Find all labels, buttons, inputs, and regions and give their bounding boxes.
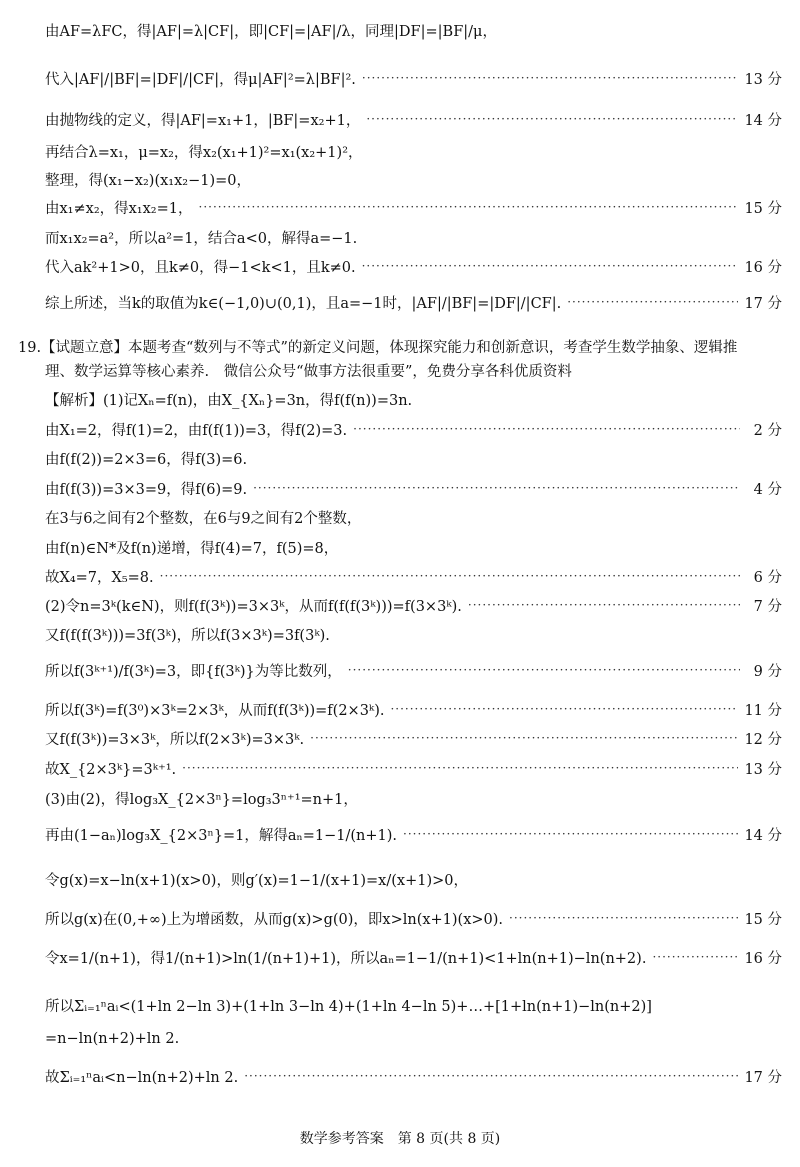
score: 12 分 <box>744 731 782 748</box>
score: 6 分 <box>753 569 782 586</box>
line-text: =n−ln(n+2)+ln 2. <box>45 1031 180 1047</box>
score: 13 分 <box>744 761 782 778</box>
line-text: 由抛物线的定义，得|AF|=x₁+1，|BF|=x₂+1， <box>45 112 361 129</box>
leader-dots <box>244 1069 738 1083</box>
solution-line <box>45 66 782 90</box>
leader-dots <box>310 731 738 745</box>
solution-line <box>45 476 782 500</box>
leader-dots <box>348 663 740 677</box>
line-text: 又f(f(f(3ᵏ)))=3f(3ᵏ)，所以f(3×3ᵏ)=3f(3ᵏ). <box>45 627 330 644</box>
solution-line <box>45 1027 782 1051</box>
question-heading <box>18 334 782 358</box>
solution-line <box>45 726 782 750</box>
solution-line <box>45 1064 782 1088</box>
leader-dots <box>509 911 738 925</box>
score: 7 分 <box>753 598 782 615</box>
page-footer: 数学参考答案 第 8 页(共 8 页) <box>299 1131 501 1147</box>
solution-line <box>45 107 782 131</box>
score: 13 分 <box>744 71 782 88</box>
score: 9 分 <box>753 663 782 680</box>
leader-dots <box>362 71 739 85</box>
line-text: 整理，得(x₁−x₂)(x₁x₂−1)=0， <box>45 172 251 189</box>
line-text: 由f(f(3))=3×3=9，得f(6)=9. <box>45 481 248 498</box>
line-text: 故X₄=7，X₅=8. <box>45 569 154 586</box>
solution-line <box>45 622 782 646</box>
score: 16 分 <box>744 950 782 967</box>
score: 17 分 <box>744 1069 782 1086</box>
line-text: 所以Σᵢ₌₁ⁿaᵢ<(1+ln 2−ln 3)+(1+ln 3−ln 4)+(1+ln 4−ln 5)+…+[1+ln(n+1)−ln(n+2)] <box>45 998 652 1015</box>
line-text: 在3与6之间有2个整数，在6与9之间有2个整数， <box>45 510 362 527</box>
line-text: (2)令n=3ᵏ(k∈N)，则f(f(3ᵏ))=3×3ᵏ，从而f(f(f(3ᵏ)))=f(3×3ᵏ). <box>45 598 462 615</box>
line-text: 19.【试题立意】本题考查“数列与不等式”的新定义问题，体现探究能力和创新意识，考查学生数学抽象、逻辑推 <box>18 339 738 356</box>
leader-dots <box>390 702 738 716</box>
solution-line <box>45 658 782 682</box>
solution-line <box>45 18 782 42</box>
line-text: 代入ak²+1>0，且k≠0，得−1<k<1，且k≠0. <box>45 259 356 276</box>
solution-line <box>45 417 782 441</box>
line-text: 由x₁≠x₂，得x₁x₂=1， <box>45 200 193 217</box>
solution-line <box>45 945 782 969</box>
leader-dots <box>366 112 738 126</box>
line-text: 再结合λ=x₁，μ=x₂，得x₂(x₁+1)²=x₁(x₂+1)²， <box>45 144 363 161</box>
solution-line <box>45 195 782 219</box>
line-text: 令x=1/(n+1)，得1/(n+1)>ln(1/(n+1)+1)，所以aₙ=1−1/(n+1)<1+ln(n+1)−ln(n+2). <box>45 950 647 967</box>
leader-dots <box>182 761 738 775</box>
solution-line <box>45 505 782 529</box>
solution-line <box>45 139 782 163</box>
solution-line <box>45 225 782 249</box>
leader-dots <box>652 950 738 964</box>
line-text: 而x₁x₂=a²，所以a²=1，结合a<0，解得a=−1. <box>45 230 358 247</box>
line-text: (3)由(2)，得log₃X_{2×3ⁿ}=log₃3ⁿ⁺¹=n+1， <box>45 791 358 808</box>
solution-line <box>45 906 782 930</box>
solution-line <box>45 167 782 191</box>
line-text: 令g(x)=x−ln(x+1)(x>0)，则g′(x)=1−1/(x+1)=x/(x+1)>0， <box>45 872 468 889</box>
leader-dots <box>253 481 740 495</box>
solution-line <box>45 993 782 1017</box>
line-text: 故Σᵢ₌₁ⁿaᵢ<n−ln(n+2)+ln 2. <box>45 1069 239 1086</box>
line-text: 由AF=λFC，得|AF|=λ|CF|，即|CF|=|AF|/λ，同理|DF|=|BF|/μ， <box>45 23 497 40</box>
line-text: 故X_{2×3ᵏ}=3ᵏ⁺¹. <box>45 761 177 778</box>
solution-line <box>45 358 782 382</box>
leader-dots <box>468 598 740 612</box>
line-text: 所以f(3ᵏ⁺¹)/f(3ᵏ)=3，即{f(3ᵏ)}为等比数列， <box>45 663 342 680</box>
line-text: 由X₁=2，得f(1)=2，由f(f(1))=3，得f(2)=3. <box>45 422 348 439</box>
score: 15 分 <box>744 911 782 928</box>
line-text: 由f(n)∈N*及f(n)递增，得f(4)=7，f(5)=8， <box>45 540 339 557</box>
line-text: 综上所述，当k的取值为k∈(−1,0)∪(0,1)，且a=−1时，|AF|/|BF|=|DF|/|CF|. <box>45 295 562 312</box>
line-text: 代入|AF|/|BF|=|DF|/|CF|，得μ|AF|²=λ|BF|². <box>45 71 356 88</box>
score: 11 分 <box>744 702 782 719</box>
solution-line <box>45 254 782 278</box>
score: 14 分 <box>744 112 782 129</box>
score: 14 分 <box>744 827 782 844</box>
score: 17 分 <box>744 295 782 312</box>
line-text: 所以g(x)在(0,+∞)上为增函数，从而g(x)>g(0)，即x>ln(x+1)(x>0). <box>45 911 504 928</box>
solution-line <box>45 756 782 780</box>
line-text: 所以f(3ᵏ)=f(3⁰)×3ᵏ=2×3ᵏ，从而f(f(3ᵏ))=f(2×3ᵏ). <box>45 702 385 719</box>
leader-dots <box>160 569 740 583</box>
leader-dots <box>403 827 738 841</box>
line-text: 又f(f(3ᵏ))=3×3ᵏ，所以f(2×3ᵏ)=3×3ᵏ. <box>45 731 305 748</box>
solution-line <box>45 822 782 846</box>
leader-dots <box>199 200 739 214</box>
score: 15 分 <box>744 200 782 217</box>
line-text: 理、数学运算等核心素养. 微信公众号“做事方法很重要”，免费分享各科优质资料 <box>45 363 572 380</box>
score: 4 分 <box>753 481 782 498</box>
line-text: 由f(f(2))=2×3=6，得f(3)=6. <box>45 451 248 468</box>
solution-line <box>45 593 782 617</box>
score: 2 分 <box>753 422 782 439</box>
solution-line <box>45 290 782 314</box>
leader-dots <box>567 295 738 309</box>
solution-line <box>45 387 782 411</box>
solution-line <box>45 446 782 470</box>
line-text: 再由(1−aₙ)log₃X_{2×3ⁿ}=1，解得aₙ=1−1/(n+1). <box>45 827 398 844</box>
solution-line <box>45 535 782 559</box>
leader-dots <box>353 422 740 436</box>
line-text: 【解析】(1)记Xₙ=f(n)，由X_{Xₙ}=3n，得f(f(n))=3n. <box>45 392 413 409</box>
solution-line <box>45 697 782 721</box>
solution-line <box>45 786 782 810</box>
solution-line <box>45 564 782 588</box>
solution-line <box>45 867 782 891</box>
leader-dots <box>362 259 739 273</box>
score: 16 分 <box>744 259 782 276</box>
